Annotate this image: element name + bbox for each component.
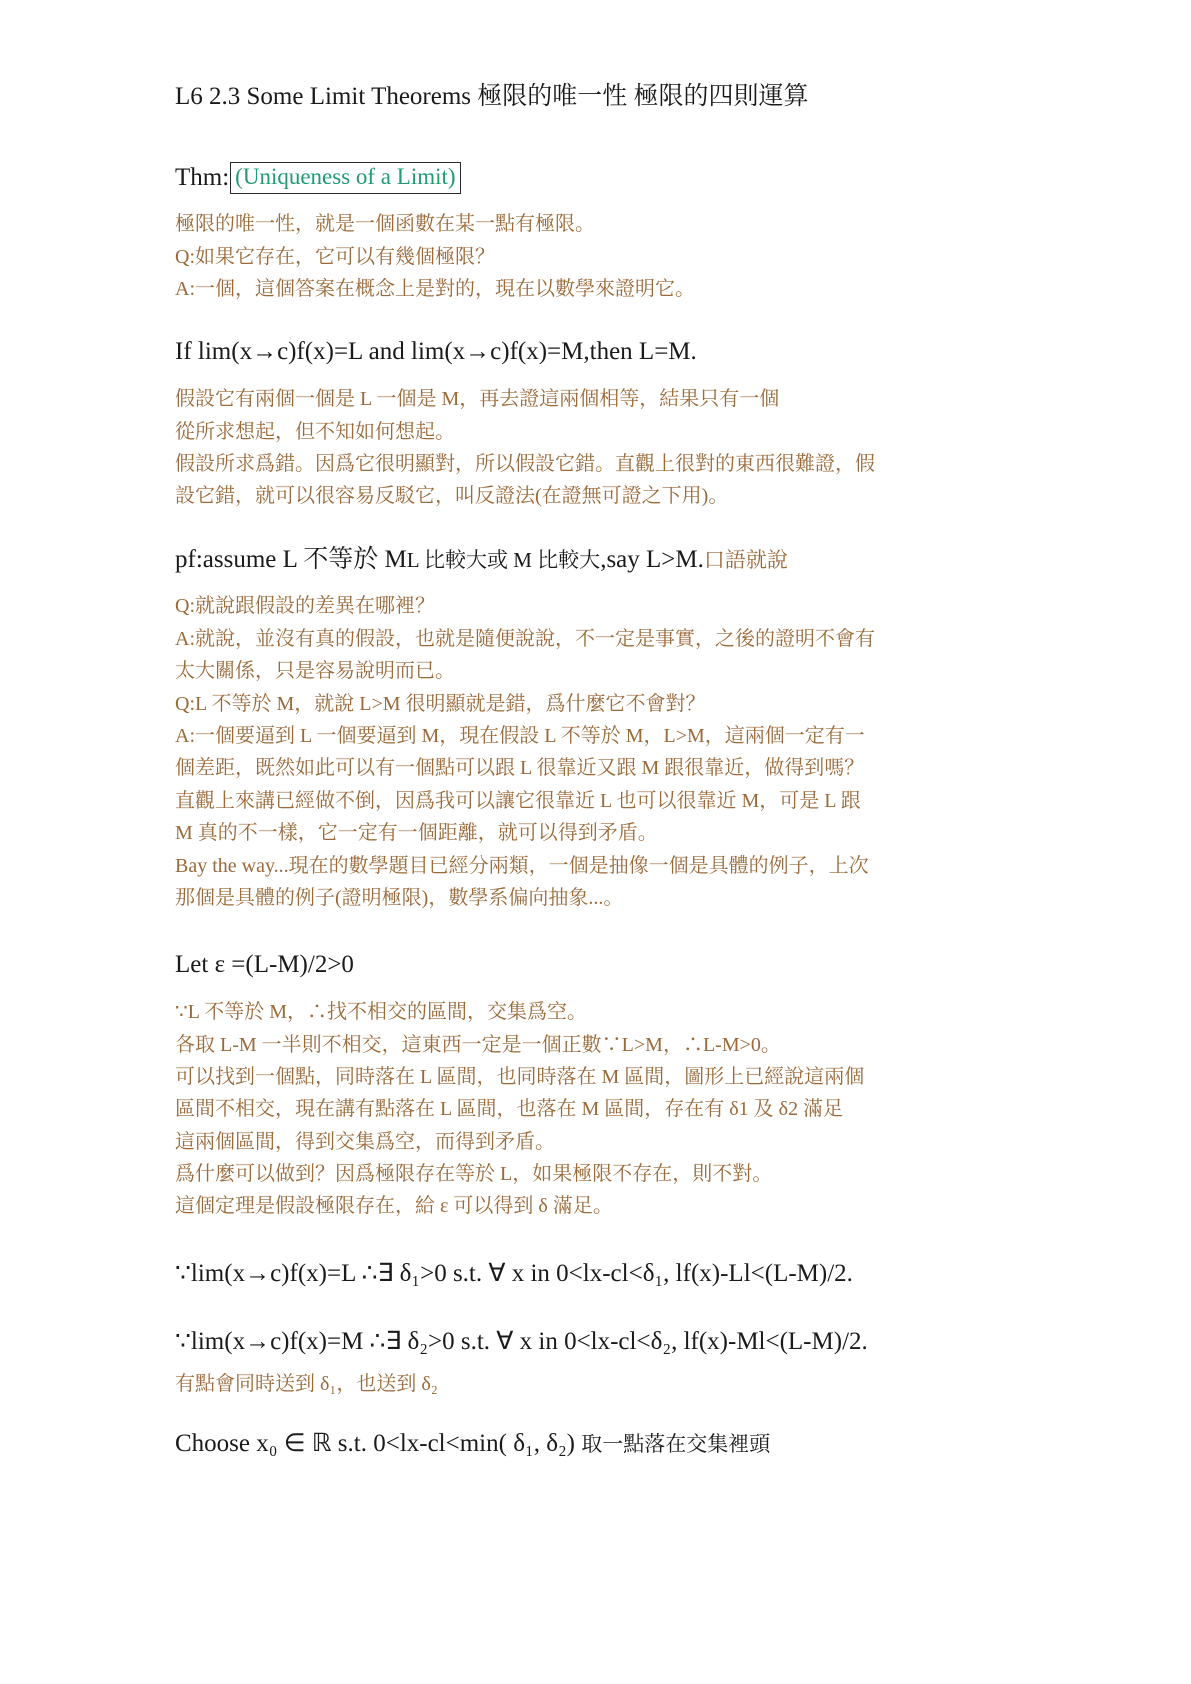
theorem-boxed-title: (Uniqueness of a Limit) <box>230 162 460 193</box>
note-line: 設它錯，就可以很容易反駁它，叫反證法(在證無可證之下用)。 <box>175 485 729 508</box>
note-line: A:一個要逼到 L 一個要逼到 M，現在假設 L 不等於 M，L>M，這兩個一定有一 <box>175 725 865 748</box>
note-line: 那個是具體的例子(證明極限)，數學系偏向抽象...。 <box>175 887 624 909</box>
statement-if-limits-equal: If lim(x→c)f(x)=L and lim(x→c)f(x)=M,then L=M. <box>175 338 697 366</box>
page-title: L6 2.3 Some Limit Theorems 極限的唯一性 極限的四則運算 <box>175 83 809 110</box>
note-block-3 <box>175 590 1051 914</box>
note-line: 個差距，既然如此可以有一個點可以跟 L 很靠近又跟 M 跟很靠近，做得到嗎？ <box>175 757 865 780</box>
note-line: 假設所求爲錯。因爲它很明顯對，所以假設它錯。直觀上很對的東西很難證，假 <box>175 452 875 475</box>
note-line: 有點會同時送到 δ₁，也送到 δ₂ <box>175 1373 438 1396</box>
note-line: 可以找到一個點，同時落在 L 區間，也同時落在 M 區間，圖形上已經說這兩個 <box>175 1065 865 1088</box>
note-line: 爲什麼可以做到？因爲極限存在等於 L，如果極限不存在，則不對。 <box>175 1163 773 1186</box>
note-line: Q:就說跟假設的差異在哪裡？ <box>175 595 435 618</box>
note-line: Q:如果它存在，它可以有幾個極限？ <box>175 245 495 268</box>
note-line: 假設它有兩個一個是 L 一個是 M，再去證這兩個相等，結果只有一個 <box>175 388 780 411</box>
note-line: 這兩個區間，得到交集爲空，而得到矛盾。 <box>175 1130 555 1153</box>
note-line: 極限的唯一性，就是一個函數在某一點有極限。 <box>175 213 595 236</box>
choose-x0-part1: Choose x₀ ∈ ℝ s.t. 0<lx-cl<min( δ₁, δ₂) <box>175 1429 576 1457</box>
proof-assume-part2: L 比較大或 M 比較大 <box>406 547 601 572</box>
proof-assume-part1: pf:assume L 不等於 M <box>175 545 407 573</box>
note-line: 這個定理是假設極限存在，給 ε 可以得到 δ 滿足。 <box>175 1195 613 1218</box>
note-block-2 <box>175 383 1051 513</box>
statement-proof-assume <box>175 543 1051 577</box>
note-line: A:就說，並沒有真的假設，也就是隨便說說，不一定是事實，之後的證明不會有 <box>175 627 875 650</box>
note-line: A:一個，這個答案在概念上是對的，現在以數學來證明它。 <box>175 278 695 301</box>
statement-delta1: ∵lim(x→c)f(x)=L ∴∃ δ₁>0 s.t. ∀ x in 0<lx-cl<δ₁, lf(x)-Ll<(L-M)/2. <box>175 1259 853 1287</box>
note-line: 太大關係，只是容易說明而已。 <box>175 660 455 683</box>
note-line: M 真的不一樣，它一定有一個距離，就可以得到矛盾。 <box>175 822 658 845</box>
note-block-4 <box>175 996 1051 1223</box>
note-line: 從所求想起，但不知如何想起。 <box>175 420 455 443</box>
theorem-heading <box>175 162 1051 195</box>
proof-assume-part3: ,say L>M. <box>600 545 704 573</box>
statement-let-epsilon: Let ε =(L-M)/2>0 <box>175 951 354 979</box>
note-block-5 <box>175 1368 1051 1400</box>
note-line: 區間不相交，現在講有點落在 L 區間，也落在 M 區間，存在有 δ1 及 δ2 滿足 <box>175 1098 844 1121</box>
proof-assume-part4: 口語就說 <box>703 547 788 572</box>
note-line: 直觀上來講已經做不倒，因爲我可以讓它很靠近 L 也可以很靠近 M，可是 L 跟 <box>175 789 861 812</box>
note-line: ∵L 不等於 M，∴找不相交的區間，交集爲空。 <box>175 1001 587 1024</box>
statement-delta2: ∵lim(x→c)f(x)=M ∴∃ δ₂>0 s.t. ∀ x in 0<lx-cl<δ₂, lf(x)-Ml<(L-M)/2. <box>175 1327 868 1355</box>
statement-choose-x0 <box>175 1427 1051 1461</box>
theorem-label: Thm: <box>175 163 230 191</box>
note-line: Q:L 不等於 M，就說 L>M 很明顯就是錯，爲什麼它不會對？ <box>175 692 706 715</box>
choose-x0-part2: 取一點落在交集裡頭 <box>581 1431 771 1456</box>
note-block-1 <box>175 208 1051 305</box>
note-line: 各取 L-M 一半則不相交，這東西一定是一個正數∵L>M，∴L-M>0。 <box>175 1033 781 1056</box>
note-line: Bay the way...現在的數學題目已經分兩類，一個是抽像一個是具體的例子，上次 <box>175 854 869 877</box>
